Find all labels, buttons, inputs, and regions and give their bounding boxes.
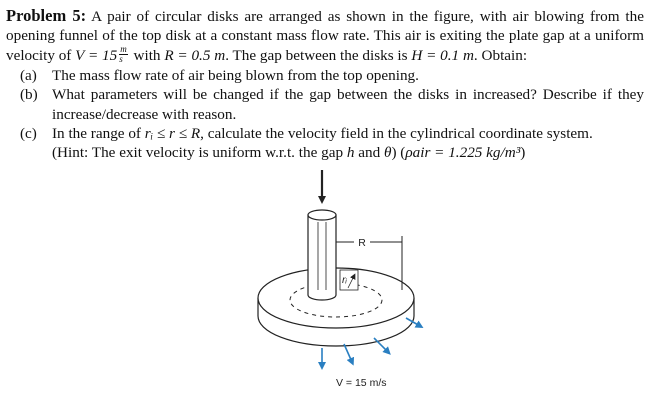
- intro-text-4: . Obtain:: [473, 46, 528, 64]
- velocity-equation: V = 15: [75, 46, 118, 64]
- part-b: [20, 85, 644, 124]
- gap-equation: H = 0.1 m: [411, 46, 474, 64]
- part-c-text-2: , calculate the velocity field in the cylindrical coordinate system.: [200, 125, 593, 143]
- hint-text-3: ) (: [391, 144, 406, 162]
- part-b-label: (b): [20, 86, 38, 104]
- part-a-text: The mass flow rate of air being blown from the top opening.: [52, 66, 419, 84]
- problem-intro: [6, 6, 644, 66]
- hint-text-4: ): [520, 144, 526, 162]
- disks-figure: [238, 170, 438, 400]
- part-c-text-1: In the range of: [52, 125, 145, 143]
- range-equation: rᵢ ≤ r ≤ R: [144, 125, 201, 143]
- part-b-text: What parameters will be changed if the gap between the disks in increased? Describe if they increase/decrease with reason.: [52, 86, 644, 123]
- problem-statement: [6, 6, 644, 163]
- part-a: [20, 66, 644, 85]
- hint-theta: θ: [383, 144, 392, 162]
- hint-text-2: and: [354, 144, 384, 162]
- inner-radius-label: rᵢ: [342, 274, 347, 286]
- intro-text-3: . The gap between the disks is: [225, 46, 412, 64]
- hint-h: h: [346, 144, 355, 162]
- part-a-label: (a): [20, 66, 37, 84]
- problem-parts-list: [6, 66, 644, 163]
- velocity-unit-fraction: [119, 45, 128, 64]
- disks-diagram: [238, 170, 438, 400]
- part-c-hint: [52, 143, 644, 162]
- velocity-unit-denominator: s: [119, 53, 123, 64]
- air-density-equation: ρair = 1.225 kg/m³: [405, 144, 521, 162]
- velocity-unit-numerator: m: [120, 43, 127, 54]
- part-c-label: (c): [20, 125, 37, 143]
- problem-heading: Problem 5:: [6, 6, 87, 25]
- exit-velocity-label: V = 15 m/s: [336, 377, 387, 389]
- intro-text-1: A pair of circular disks are arranged as shown in the figure, with air blowing from the opening funnel of the top disk at a constant mass flow rate. This air is exiting the plate gap at a uniform velocity of: [6, 8, 644, 64]
- hint-text-1: (Hint: The exit velocity is uniform w.r.t. the gap: [52, 144, 347, 162]
- radius-label: R: [358, 237, 366, 249]
- intro-text-2: with: [129, 46, 165, 64]
- upper-disk-tube: [308, 210, 336, 300]
- part-c: [20, 124, 644, 163]
- radius-equation: R = 0.5 m: [164, 46, 226, 64]
- exit-flow-arrow-front-right: [344, 344, 352, 362]
